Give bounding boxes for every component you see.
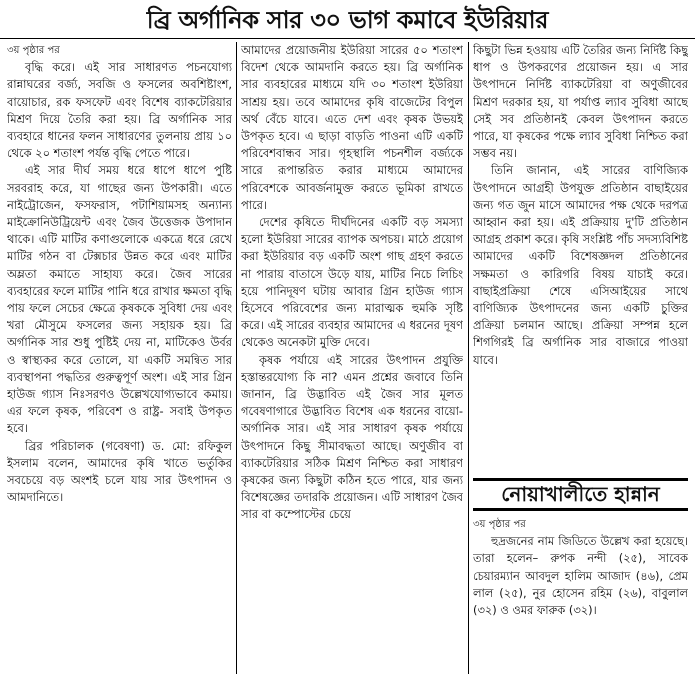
paragraph: ব্রির পরিচালক (গবেষণা) ড. মো: রফিকুল ইসলাম বলেন, আমাদের কৃষি খাতে ভর্তুকির সবচেয়ে বড় অংশই চলে যায় সার উৎপাদন ও আমদানিতে। xyxy=(7,438,232,505)
headline: ব্রি অর্গানিক সার ৩০ ভাগ কমাবে ইউরিয়ার xyxy=(146,6,549,34)
side-story-continued-label: ৩য় পৃষ্ঠার পর xyxy=(473,519,526,530)
paragraph: বৃদ্ধি করে। এই সার সাধারণত পচনযোগ্য রান্নাঘরের বর্জ্য, সবজি ও ফসলের অবশিষ্টাংশ, বায়োচার, রক ফসফেট এবং বিশেষ ব্যাকটেরিয়ার মিশ্রণ দিয়ে তৈরি করা হয়। ব্রি অর্গানিক সার ব্যবহারে ধানের ফলন সাধারণের তুলনায় প্রায় ১০ থেকে ২০ শতাংশ পর্যন্ত বৃদ্ধি পেতে পারে। xyxy=(7,60,232,161)
paragraph: তিনি জানান, এই সারের বাণিজ্যিক উৎপাদনে আগ্রহী উপযুক্ত প্রতিষ্ঠান বাছাইয়ের জন্য গত জুন মাসে আমাদের পক্ষ থেকে দরপত্র আহ্বান করা হয়। এই প্রক্রিয়ায় দু'টি প্রতিষ্ঠান আগ্রহ প্রকাশ করে। কৃষি সংশ্লিষ্ট পাঁচ সদস্যবিশিষ্ট আমাদের একটি বিশেষজ্ঞদল প্রতিষ্ঠানের সক্ষমতা ও কারিগরি বিষয় যাচাই করে। বাছাইপ্রক্রিয়া শেষে এসিআইয়ের সাথে বাণিজ্যিক উৎপাদনের জন্য একটি চুক্তির প্রক্রিয়া চলমান আছে। প্রক্রিয়া সম্পন্ন হলে শিগগিরই ব্রি অর্গানিক সার বাজারে পাওয়া যাবে। xyxy=(473,163,688,367)
article-column-1 xyxy=(7,42,232,674)
paragraph: হুদ্রজনের নাম জিডিতে উল্লেখ করা হয়েছে। তারা হলেন– রুপক নন্দী (২৫), সাবেক চেয়ারম্যান আবদুল হালিম আজাদ (৪৬), প্রেম লাল (২৫), নুর হোসেন রহিম (২৬), বাবুলাল (৩২) ও ওমর ফারুক (৩২)। xyxy=(473,534,688,618)
paragraph: আমাদের প্রয়োজনীয় ইউরিয়া সারের ৫০ শতাংশ বিদেশ থেকে আমদানি করতে হয়। ব্রি অর্গানিক সার ব্যবহারের মাধ্যমে যদি ৩০ শতাংশ ইউরিয়া সাশ্রয় হয়। তবে আমাদের কৃষি বাজেটের বিপুল অর্থ বেঁচে যাবে। এতে দেশ এবং কৃষক উভয়ই উপকৃত হবে। এ ছাড়া বাড়তি পাওনা এটি একটি পরিবেশবান্ধব সার। গৃহস্থালি পচনশীল বর্জ্যকে সারে রূপান্তরিত করার মাধ্যমে আমাদের পরিবেশকে আবর্জনামুক্ত করতে ভূমিকা রাখতে পারে। xyxy=(241,43,463,212)
continued-from-label: ৩য় পৃষ্ঠার পর xyxy=(7,45,60,56)
side-story-header xyxy=(473,478,688,511)
article-column-2 xyxy=(241,42,463,674)
paragraph: দেশের কৃষিতে দীর্ঘদিনের একটি বড় সমস্যা হলো ইউরিয়া সারের ব্যাপক অপচয়। মাঠে প্রয়োগ করা ইউরিয়ার বড় একটি অংশ গাছ গ্রহণ করতে না পারায় বাতাসে উড়ে যায়, মাটির নিচে লিচিং হয়ে পানিদূষণ ঘটায় আবার গ্রিন হাউজ গ্যাস হিসেবে পরিবেশের জন্য মারাত্মক হুমকি সৃষ্টি করে। এই সারের ব্যবহার আমাদের এ ধরনের দূষণ থেকেও অনেকটা মুক্তি দেবে। xyxy=(241,215,463,350)
article-column-3 xyxy=(473,42,688,457)
paragraph: কিছুটা ভিন্ন হওয়ায় এটি তৈরির জন্য নির্দিষ্ট কিছু ধাপ ও উপকরণের প্রয়োজন হয়। এ সার উৎপাদনে নির্দিষ্ট ব্যাকটেরিয়া বা অণুজীবের মিশ্রণ দরকার হয়, যা পর্যাপ্ত ল্যাব সুবিধা আছে সেই সব প্রতিষ্ঠানই কেবল উৎপাদন করতে পারে, যা কৃষকের পক্ষে ল্যাব সুবিধা নিশ্চিত করা সম্ভব নয়। xyxy=(473,43,688,161)
column-divider xyxy=(236,42,237,674)
paragraph: এই সার দীর্ঘ সময় ধরে ধাপে ধাপে পুষ্টি সরবরাহ করে, যা গাছের জন্য উপকারী। এতে নাইট্রোজেন, ফসফরাস, পটাশিয়ামসহ অন্যান্য মাইক্রোনিউট্রিয়েন্ট এবং জৈব উত্তেজক উপাদান থাকে। এটি মাটির কণাগুলোকে একত্রে ধরে রেখে মাটির গঠন বা টেক্সচার উন্নত করে এবং মাটির অম্লতা কমাতে সাহায্য করে। জৈব সারের ব্যবহারের ফলে মাটির পানি ধরে রাখার ক্ষমতা বৃদ্ধি পায় ফলে সেচের ক্ষেত্রে কৃষককে সুবিধা দেয় এবং খরা মৌসুমে ফসলের জন্য সহায়ক হয়। ব্রি অর্গানিক সার শুধু পুষ্টিই দেয় না, মাটিকেও উর্বর ও স্বাস্থ্যকর করে তোলে, যা একটি সমন্বিত সার ব্যবস্থাপনা পদ্ধতির গুরুত্বপূর্ণ অংশ। এই সার গ্রিন হাউজ গ্যাস নিঃসরণও উল্লেখযোগ্যভাবে কমায়। এর ফলে কৃষক, পরিবেশ ও রাষ্ট্র- সবাই উপকৃত হবে। xyxy=(7,163,232,436)
column-divider xyxy=(468,42,469,674)
side-story-body xyxy=(473,516,688,676)
paragraph: কৃষক পর্যায়ে এই সারের উৎপাদন প্রযুক্তি হস্তান্তরযোগ্য কি না? এমন প্রশ্নের জবাবে তিনি জানান, ব্রি উদ্ভাবিত এই জৈব সার মূলত গবেষণাগারে উদ্ভাবিত বিশেষ এক ধরনের বায়ো-অর্গানিক সার। এই সার সাধারণ কৃষক পর্যায়ে উৎপাদনে কিছু সীমাবদ্ধতা আছে। অণুজীব বা ব্যাকটেরিয়ার সঠিক মিশ্রণ নিশ্চিত করা সাধারণ কৃষকের জন্য কিছুটা কঠিন হতে পারে, যার জন্য বিশেষজ্ঞের তদারকি প্রয়োজন। এটি সাধারণ জৈব সার বা কম্পোস্টের চেয়ে xyxy=(241,352,463,522)
side-story-headline: নোয়াখালীতে হান্নান xyxy=(501,482,660,506)
headline-rule xyxy=(0,38,695,39)
